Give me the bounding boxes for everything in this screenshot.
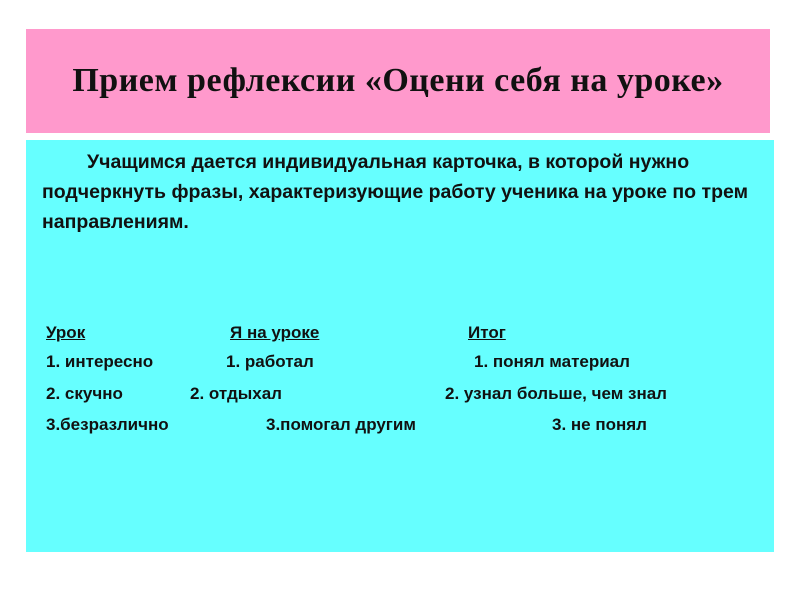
lesson-item: 1. интересно: [46, 352, 154, 371]
intro-paragraph: Учащимся дается индивидуальная карточка, в которой нужно подчеркнуть фразы, характеризующие работу ученика на уроке по трем направлениям.: [42, 151, 748, 233]
lesson-item: 3.безразлично: [46, 415, 169, 434]
column-header-lesson: Урок: [46, 323, 86, 342]
column-header-result: Итог: [468, 323, 506, 342]
slide-title: Прием рефлексии «Оцени себя на уроке»: [72, 62, 724, 99]
me-item: 2. отдыхал: [190, 384, 282, 403]
lesson-item: 2. скучно: [46, 384, 123, 403]
result-item: 1. понял материал: [474, 352, 630, 371]
result-item: 3. не понял: [552, 415, 647, 434]
me-item: 1. работал: [226, 352, 314, 371]
content-panel: [26, 140, 774, 552]
column-header-me: Я на уроке: [230, 323, 320, 342]
result-item: 2. узнал больше, чем знал: [445, 384, 667, 403]
me-item: 3.помогал другим: [266, 415, 416, 434]
title-banner: [26, 29, 770, 133]
